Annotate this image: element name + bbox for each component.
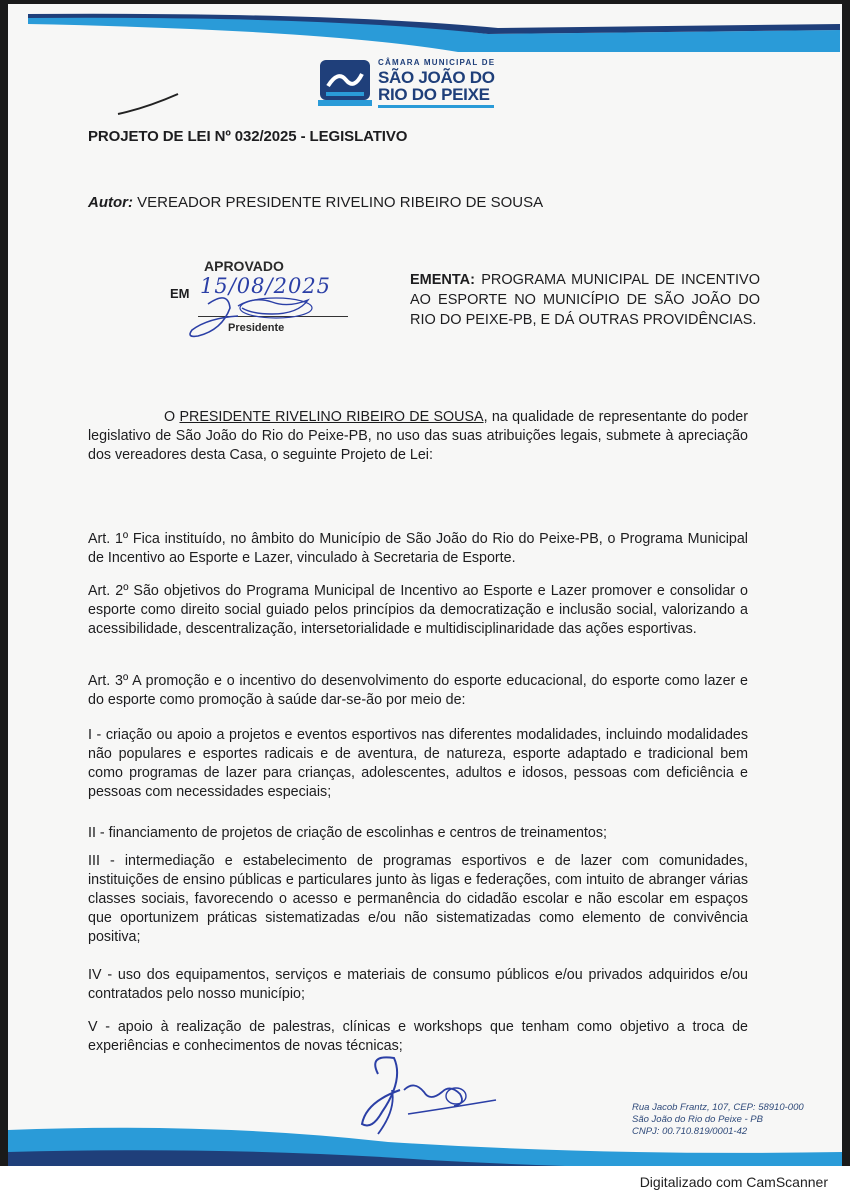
item-ii: II - financiamento de projetos de criação de escolinhas e centros de treinamentos; [88,825,607,841]
stamp-role: Presidente [228,322,285,334]
article-2: Art. 2º São objetivos do Programa Municipal de Incentivo ao Esporte e Lazer promover e consolidar o esporte como direito social guiado pelos princípios da democratização e inclusão social, valorizando a acessibilidade, descentralização, intersetorialidade e multidisciplinaridade das ações esportivas. [88,583,748,637]
author-name: VEREADOR PRESIDENTE RIVELINO RIBEIRO DE SOUSA [137,194,544,211]
address-street: Rua Jacob Frantz, 107, CEP: 58910-000 [632,1102,804,1113]
pen-stroke-mark [116,90,186,120]
intro-paragraph [88,408,748,465]
item-iii: III - intermediação e estabelecimento de programas esportivos e de lazer com comunidades, instituições de ensino públicas e particulares junto às ligas e federações, com intuito de abranger várias classes sociais, favorecendo o acesso e permanência do cidadão escolar e não escolar em espaços que oportunizem práticas sistematizadas e/ou não sistematizadas como elemento de convivência positiva; [88,853,748,945]
stamp-em-label: EM [170,286,190,301]
approval-stamp [168,256,368,348]
scanner-footer [0,1166,850,1200]
logo-icon [316,56,374,108]
address-cnpj: CNPJ: 00.710.819/0001-42 [632,1126,748,1137]
author-line [88,194,543,211]
logo-title-line1: SÃO JOÃO DO [378,68,495,87]
logo-underline [378,105,494,108]
ementa-text: PROGRAMA MUNICIPAL DE INCENTIVO AO ESPORTE NO MUNICÍPIO DE SÃO JOÃO DO RIO DO PEIXE-PB, E DÁ OUTRAS PROVIDÊNCIAS. [410,272,760,328]
item-i: I - criação ou apoio a projetos e eventos esportivos nas diferentes modalidades, incluindo modalidades não populares e esportes radicais e de aventura, de natureza, esporte adaptado e tradicional bem como programas de lazer para crianças, adolescentes, adultos e idosos, pessoas com deficiência e pessoas com necessidades especiais; [88,727,748,800]
address-city: São João do Rio do Peixe - PB [632,1114,763,1125]
stamp-signature [168,256,368,348]
logo-title-line2: RIO DO PEIXE [378,85,490,104]
footer-address [632,1102,804,1138]
item-iv: IV - uso dos equipamentos, serviços e materiais de consumo públicos e/ou privados adquiridos e/ou contratados pelo nosso município; [88,967,748,1002]
top-header-band [28,12,840,52]
item-v: V - apoio à realização de palestras, clínicas e workshops que tenham como objetivo a troca de experiências e conhecimentos de novas técnicas; [88,1019,748,1054]
stamp-title: APROVADO [204,258,284,274]
document-page [8,4,842,1166]
author-label: Autor: [88,194,133,211]
bill-heading: PROJETO DE LEI Nº 032/2025 - LEGISLATIVO [88,128,408,145]
article-1: Art. 1º Fica instituído, no âmbito do Município de São João do Rio do Peixe-PB, o Programa Municipal de Incentivo ao Esporte e Lazer, vinculado à Secretaria de Esporte. [88,531,748,566]
stamp-date: 15/08/2025 [200,274,332,298]
intro-prefix: O [164,409,176,425]
chamber-logo [316,54,506,114]
intro-rest: , na qualidade de representante do poder legislativo de São João do Rio do Peixe-PB, no uso das suas atribuições legais, submete à apreciação dos vereadores desta Casa, o seguinte Projeto de Lei: [88,409,748,463]
scanner-credit: Digitalizado com CamScanner [639,1174,828,1190]
ementa-summary [410,270,760,330]
intro-president-name: PRESIDENTE RIVELINO RIBEIRO DE SOUSA [179,409,484,425]
article-3: Art. 3º A promoção e o incentivo do desenvolvimento do esporte educacional, do esporte como lazer e do esporte como promoção à saúde dar-se-ão por meio de: [88,673,748,708]
ementa-label: EMENTA: [410,272,475,288]
logo-caption: CÂMARA MUNICIPAL DE [378,58,496,67]
